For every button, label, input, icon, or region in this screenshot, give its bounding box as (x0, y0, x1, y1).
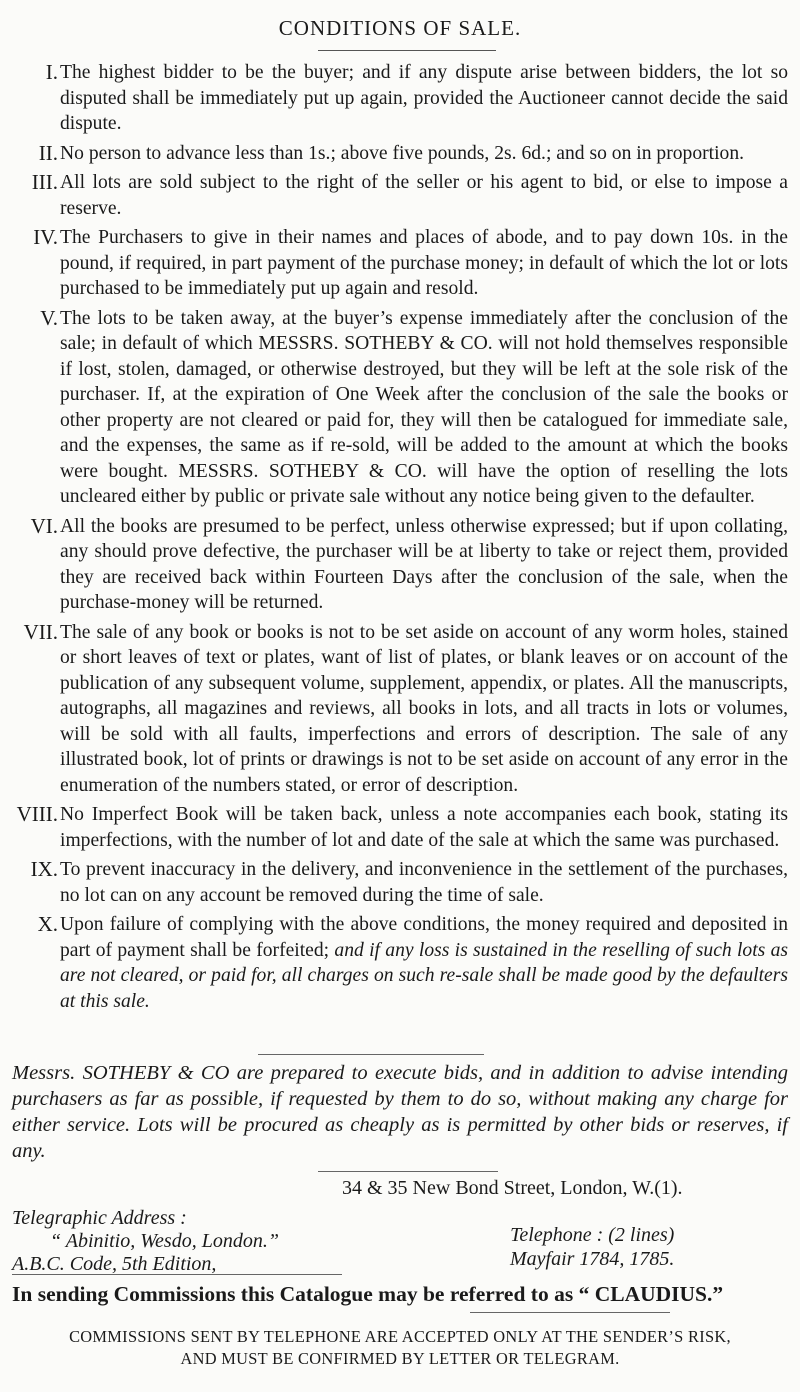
condition-iii (12, 170, 788, 221)
condition-number: II. (38, 140, 58, 165)
office-address: 34 & 35 New Bond Street, London, W.(1). (342, 1177, 683, 1199)
condition-number: V. (40, 305, 58, 330)
condition-ix (12, 857, 788, 908)
telegraphic-address-block (12, 1207, 279, 1276)
commissions-line-2: AND MUST BE CONFIRMED BY LETTER OR TELEGRAM. (180, 1349, 620, 1368)
telegraphic-address: “ Abinitio, Wesdo, London.” (50, 1230, 279, 1252)
condition-text: No Imperfect Book will be taken back, unless a note accompanies each book, stating its imperfections, with the number of lot and date of the sale at which the same was purchased. (60, 804, 788, 851)
address-divider (318, 1171, 498, 1172)
telegraphic-label: Telegraphic Address : (12, 1207, 187, 1229)
condition-v (12, 306, 788, 510)
condition-text: To prevent inaccuracy in the delivery, and inconvenience in the settlement of the purchases, no lot can on any account be removed during the time of sale. (60, 859, 788, 906)
condition-text: All lots are sold subject to the right of the seller or his agent to bid, or else to impose a reserve. (60, 172, 788, 219)
commissions-line-1: COMMISSIONS SENT BY TELEPHONE ARE ACCEPTED ONLY AT THE SENDER’S RISK, (69, 1327, 731, 1346)
condition-text: No person to advance less than 1s.; above five pounds, 2s. 6d.; and so on in proportion. (60, 142, 745, 164)
condition-text: The sale of any book or books is not to be set aside on account of any worm holes, stained or short leaves of text or plates, want of list of plates, or blank leaves or on account of the publication of any subsequent volume, supplement, appendix, or plates. All the manuscripts, autographs, all magazines and reviews, all books in lots, and all tracts in lots or volumes, will be sold with all faults, imperfections and errors of description. The sale of any illustrated book, lot of prints or drawings is not to be set aside on account of any error in the enumeration of the numbers stated, or error of description. (60, 621, 788, 796)
condition-text: The lots to be taken away, at the buyer’s expense immediately after the conclusion of the sale; in default of which MESSRS. SOTHEBY & CO. will not hold themselves responsible if lost, stolen, damaged, or otherwise destroyed, but they will be left at the sole risk of the purchaser. If, at the expiration of One Week after the conclusion of the sale the books or other property are not cleared or paid for, they will then be catalogued for immediate sale, and the expenses, the same as if re-sold, will be added to the amount at which the books were bought. MESSRS. SOTHEBY & CO. will have the option of reselling the lots uncleared either by public or private sale without any notice being given to the defaulter. (60, 307, 788, 507)
condition-ii (12, 141, 788, 167)
section-divider (258, 1054, 484, 1055)
conditions-list (12, 60, 788, 1018)
condition-number: IV. (33, 225, 58, 249)
condition-number: X. (37, 912, 58, 936)
condition-number: VIII. (16, 802, 58, 826)
condition-iv (12, 225, 788, 302)
condition-viii (12, 802, 788, 853)
condition-x (12, 912, 788, 1014)
condition-x-plain: Upon failure of complying with the above conditions, the money required and deposited in part of payment shall be forfeited; (60, 914, 788, 961)
condition-number: IX. (30, 857, 58, 881)
condition-vi (12, 514, 788, 616)
telephone-label: Telephone : (2 lines) (510, 1224, 675, 1246)
telephone-block (510, 1223, 674, 1271)
condition-number: III. (31, 170, 58, 194)
telephone-numbers: Mayfair 1784, 1785. (510, 1248, 675, 1270)
reference-divider (470, 1312, 670, 1313)
condition-text: The Purchasers to give in their names and places of abode, and to pay down 10s. in the pound, if required, in part payment of the purchase money; in default of which the lot or lots purchased to be immediately put up again and resold. (60, 227, 788, 299)
condition-number: VI. (30, 513, 58, 538)
condition-vii (12, 620, 788, 799)
commissions-notice (12, 1326, 788, 1370)
condition-i (12, 60, 788, 137)
condition-number: I. (45, 60, 58, 84)
abc-code: A.B.C. Code, 5th Edition, (12, 1253, 217, 1275)
telegraphic-divider (12, 1274, 342, 1275)
condition-text: All the books are presumed to be perfect, unless otherwise expressed; but if upon collating, any should prove defective, the purchaser will be at liberty to take or reject them, provided they are received back within Fourteen Days after the conclusion of the sale, when the purchase-money will be returned. (60, 515, 788, 613)
condition-number: VII. (23, 619, 58, 644)
bids-note: Messrs. SOTHEBY & CO are prepared to execute bids, and in addition to advise intending purchasers as far as possible, if requested by them to do so, without making any charge for either service. Lots will be procured as cheaply as is permitted by other bids or reserves, if any. (12, 1062, 788, 1162)
page-title: CONDITIONS OF SALE. (278, 16, 522, 40)
condition-text: The highest bidder to be the buyer; and if any dispute arise between bidders, the lot so disputed shall be immediately put up again, provided the Auctioneer cannot decide the said dispute. (60, 62, 788, 134)
condition-x-italic: and if any loss is sustained in the reselling of such lots as are not cleared, or paid for, all charges on such re-sale shall be made good by the defaulters at this sale. (60, 939, 788, 1012)
title-underline (318, 50, 496, 51)
condition-text (60, 912, 788, 1014)
catalogue-reference-note: In sending Commissions this Catalogue may be referred to as “ CLAUDIUS.” (12, 1282, 724, 1306)
